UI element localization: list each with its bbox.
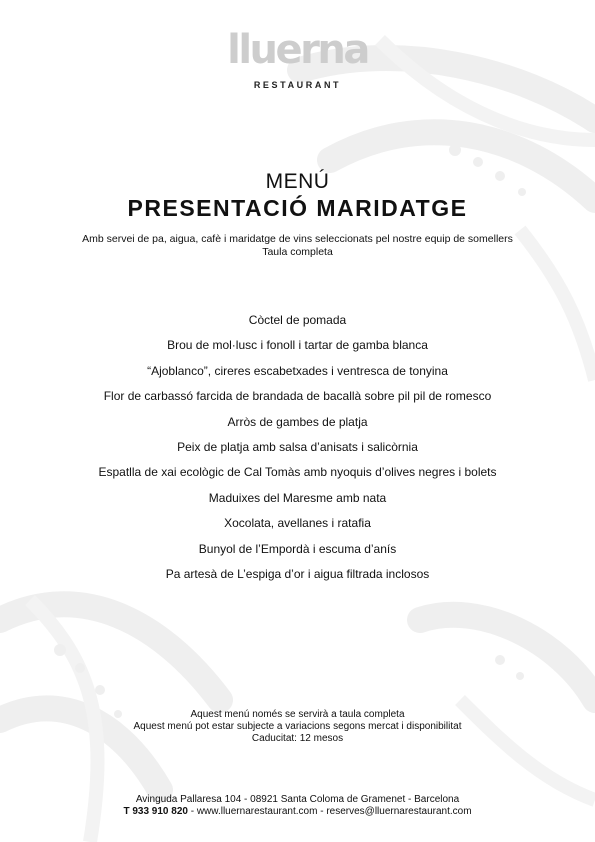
dish-item: “Ajoblanco”, cireres escabetxades i ventresca de tonyina — [147, 363, 448, 378]
dish-item: Xocolata, avellanes i ratafia — [224, 516, 371, 531]
restaurant-logo: lluerna — [227, 27, 368, 73]
menu-heading: MENÚ — [265, 170, 330, 193]
note-line: Aquest menú pot estar subjecte a variacions segons mercat i disponibilitat — [133, 721, 462, 732]
footer-contact — [0, 806, 595, 818]
subtitle-line: Amb servei de pa, aigua, cafè i maridatge de vins seleccionats pel nostre equip de somellers — [82, 233, 513, 245]
footer-address: Avinguda Pallaresa 104 - 08921 Santa Coloma de Gramenet - Barcelona — [135, 794, 460, 805]
menu-subtitle — [0, 233, 595, 259]
dish-item: Còctel de pomada — [248, 313, 347, 327]
logo-subtitle: RESTAURANT — [253, 80, 342, 90]
note-line: Aquest menú només se servirà a taula completa — [190, 709, 405, 720]
menu-notes — [0, 709, 595, 745]
dish-item: Maduixes del Maresme amb nata — [208, 490, 387, 505]
dish-item: Peix de platja amb salsa d’anisats i salicòrnia — [177, 439, 418, 454]
subtitle-line: Taula completa — [262, 246, 333, 258]
dish-item: Brou de mol·lusc i fonoll i tartar de gamba blanca — [167, 338, 428, 353]
dish-item: Arròs de gambes de platja — [227, 414, 368, 429]
dish-item: Espatlla de xai ecològic de Cal Tomàs amb nyoquis d’olives negres i bolets — [98, 465, 497, 480]
note-line: Caducitat: 12 mesos — [251, 733, 344, 744]
page-footer — [0, 794, 595, 818]
dish-item: Pa artesà de L’espiga d’or i aigua filtrada inclosos — [165, 566, 430, 581]
dish-list — [0, 310, 595, 589]
menu-title: PRESENTACIÓ MARIDATGE — [127, 195, 468, 221]
footer-web-email: - www.lluernarestaurant.com - reserves@lluernarestaurant.com — [187, 806, 472, 817]
dish-item: Bunyol de l’Empordà i escuma d’anís — [198, 541, 397, 556]
footer-phone: T 933 910 820 — [123, 806, 188, 817]
dish-item: Flor de carbassó farcida de brandada de bacallà sobre pil pil de romesco — [103, 389, 492, 404]
